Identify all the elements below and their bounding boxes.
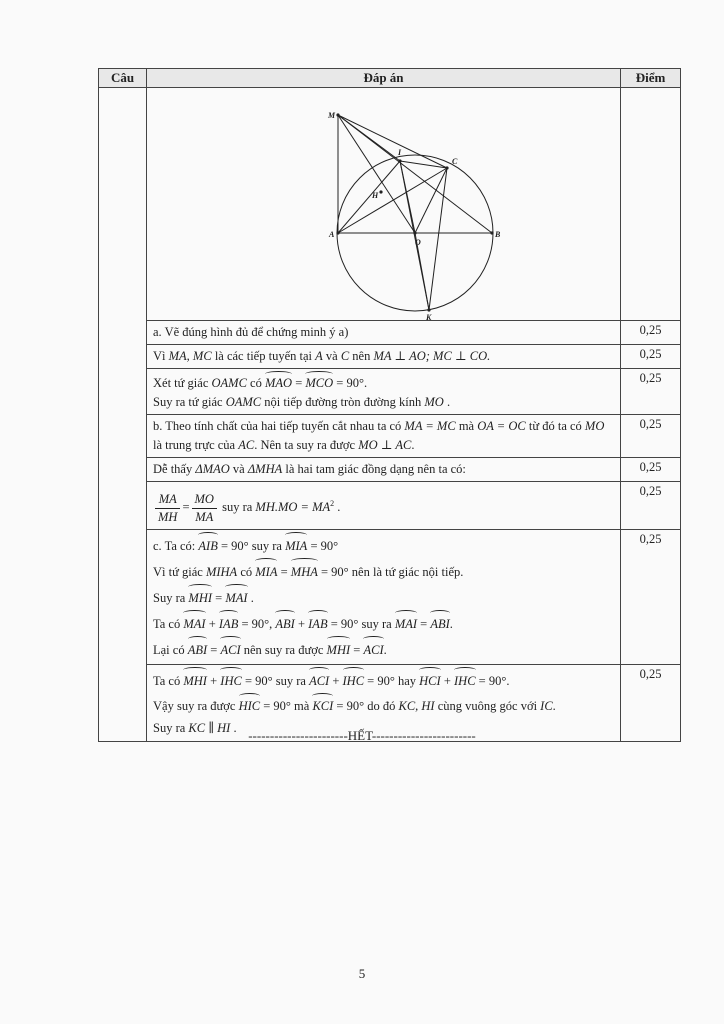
answer-line: Xét tứ giác OAMC có MAO = MCO = 90°.: [153, 371, 614, 393]
answer-line: Ta có MHI + IHC = 90° suy ra ACI + IHC = 90° hay HCI + IHC = 90°.: [153, 667, 614, 693]
answer-text: [147, 458, 621, 482]
label-c: C: [452, 157, 458, 166]
answer-line: Vì tứ giác MIHA có MIA = MHA = 90° nên là tứ giác nội tiếp.: [153, 558, 614, 584]
label-o: O: [415, 238, 421, 247]
answer-text: [147, 530, 621, 665]
label-k: K: [426, 313, 432, 322]
answer-line: b. Theo tính chất của hai tiếp tuyến cắt nhau ta có MA = MC mà OA = OC từ đó ta có MO là trung trực của AC. Nên ta suy ra được MO ⊥ AC.: [153, 419, 605, 452]
end-marker: -----------------------HẾT------------------------: [248, 728, 476, 743]
answer-line: Lại có ABI = ACI nên suy ra được MHI = ACI.: [153, 636, 614, 662]
fraction-ma-mh: $\frac{MA}{MH}$: [155, 491, 180, 526]
score: 0,25: [621, 345, 681, 369]
col-dap-an: Đáp án: [147, 69, 621, 88]
row-b: [99, 415, 681, 458]
answer-text: [147, 321, 621, 345]
score: 0,25: [621, 321, 681, 345]
row-c: [99, 530, 681, 665]
score: 0,25: [621, 530, 681, 665]
header-row: [99, 69, 681, 88]
label-a: A: [329, 230, 335, 239]
answer-line: $\frac{MA}{MH}$ = $\frac{MO}{MA}$ suy ra $MH.MO = MA^2$ .: [153, 484, 614, 527]
answer-line: Suy ra tứ giác OAMC nội tiếp đường tròn đường kính MO .: [153, 395, 451, 409]
answer-text: [147, 345, 621, 369]
answer-line: Vì MA, MC là các tiếp tuyến tại A và C nên MA ⊥ AO; MC ⊥ CO.: [153, 349, 491, 363]
answer-line: a. Vẽ đúng hình đủ để chứng minh ý a): [153, 325, 349, 339]
label-h: H: [372, 191, 379, 200]
answer-line: Suy ra MHI = MAI .: [153, 584, 614, 610]
row-ratio: [99, 482, 681, 530]
page-number: 5: [358, 966, 366, 981]
answer-line: Suy ra KC ∥ HI .: [153, 721, 237, 736]
answer-line: c. Ta có: AIB = 90° suy ra MIA = 90°: [153, 532, 614, 558]
answer-line: Vậy suy ra được HIC = 90° mà KCI = 90° do đó KC, HI cùng vuông góc với IC.: [153, 693, 614, 717]
answer-line: Ta có MAI + IAB = 90°, ABI + IAB = 90° suy ra MAI = ABI.: [153, 610, 614, 636]
score: 0,25: [621, 665, 681, 742]
figure-row: [99, 88, 681, 321]
figure-score-cell: [621, 88, 681, 321]
row-a-label: [99, 321, 681, 345]
score: 0,25: [621, 415, 681, 458]
label-m: M: [328, 111, 336, 120]
col-cau: Câu: [99, 69, 147, 88]
answer-table: [98, 68, 681, 742]
col-diem: Điểm: [621, 69, 681, 88]
geometry-figure: [147, 88, 621, 322]
score: 0,25: [621, 369, 681, 415]
row-cyclic: [99, 369, 681, 415]
answer-text: [147, 415, 621, 458]
row-similar: [99, 458, 681, 482]
answer-line: Dễ thấy ΔMAO và ΔMHA là hai tam giác đồng dạng nên ta có:: [153, 462, 466, 476]
label-b: B: [495, 230, 501, 239]
score: 0,25: [621, 458, 681, 482]
score: 0,25: [621, 482, 681, 530]
cau-cell: [99, 88, 147, 742]
geometry-figure-cell: [147, 88, 621, 321]
label-i: I: [398, 148, 402, 157]
row-tangent: [99, 345, 681, 369]
fraction-mo-ma: $\frac{MO}{MA}$: [192, 491, 217, 526]
answer-text: [147, 369, 621, 415]
answer-text: [147, 482, 621, 530]
